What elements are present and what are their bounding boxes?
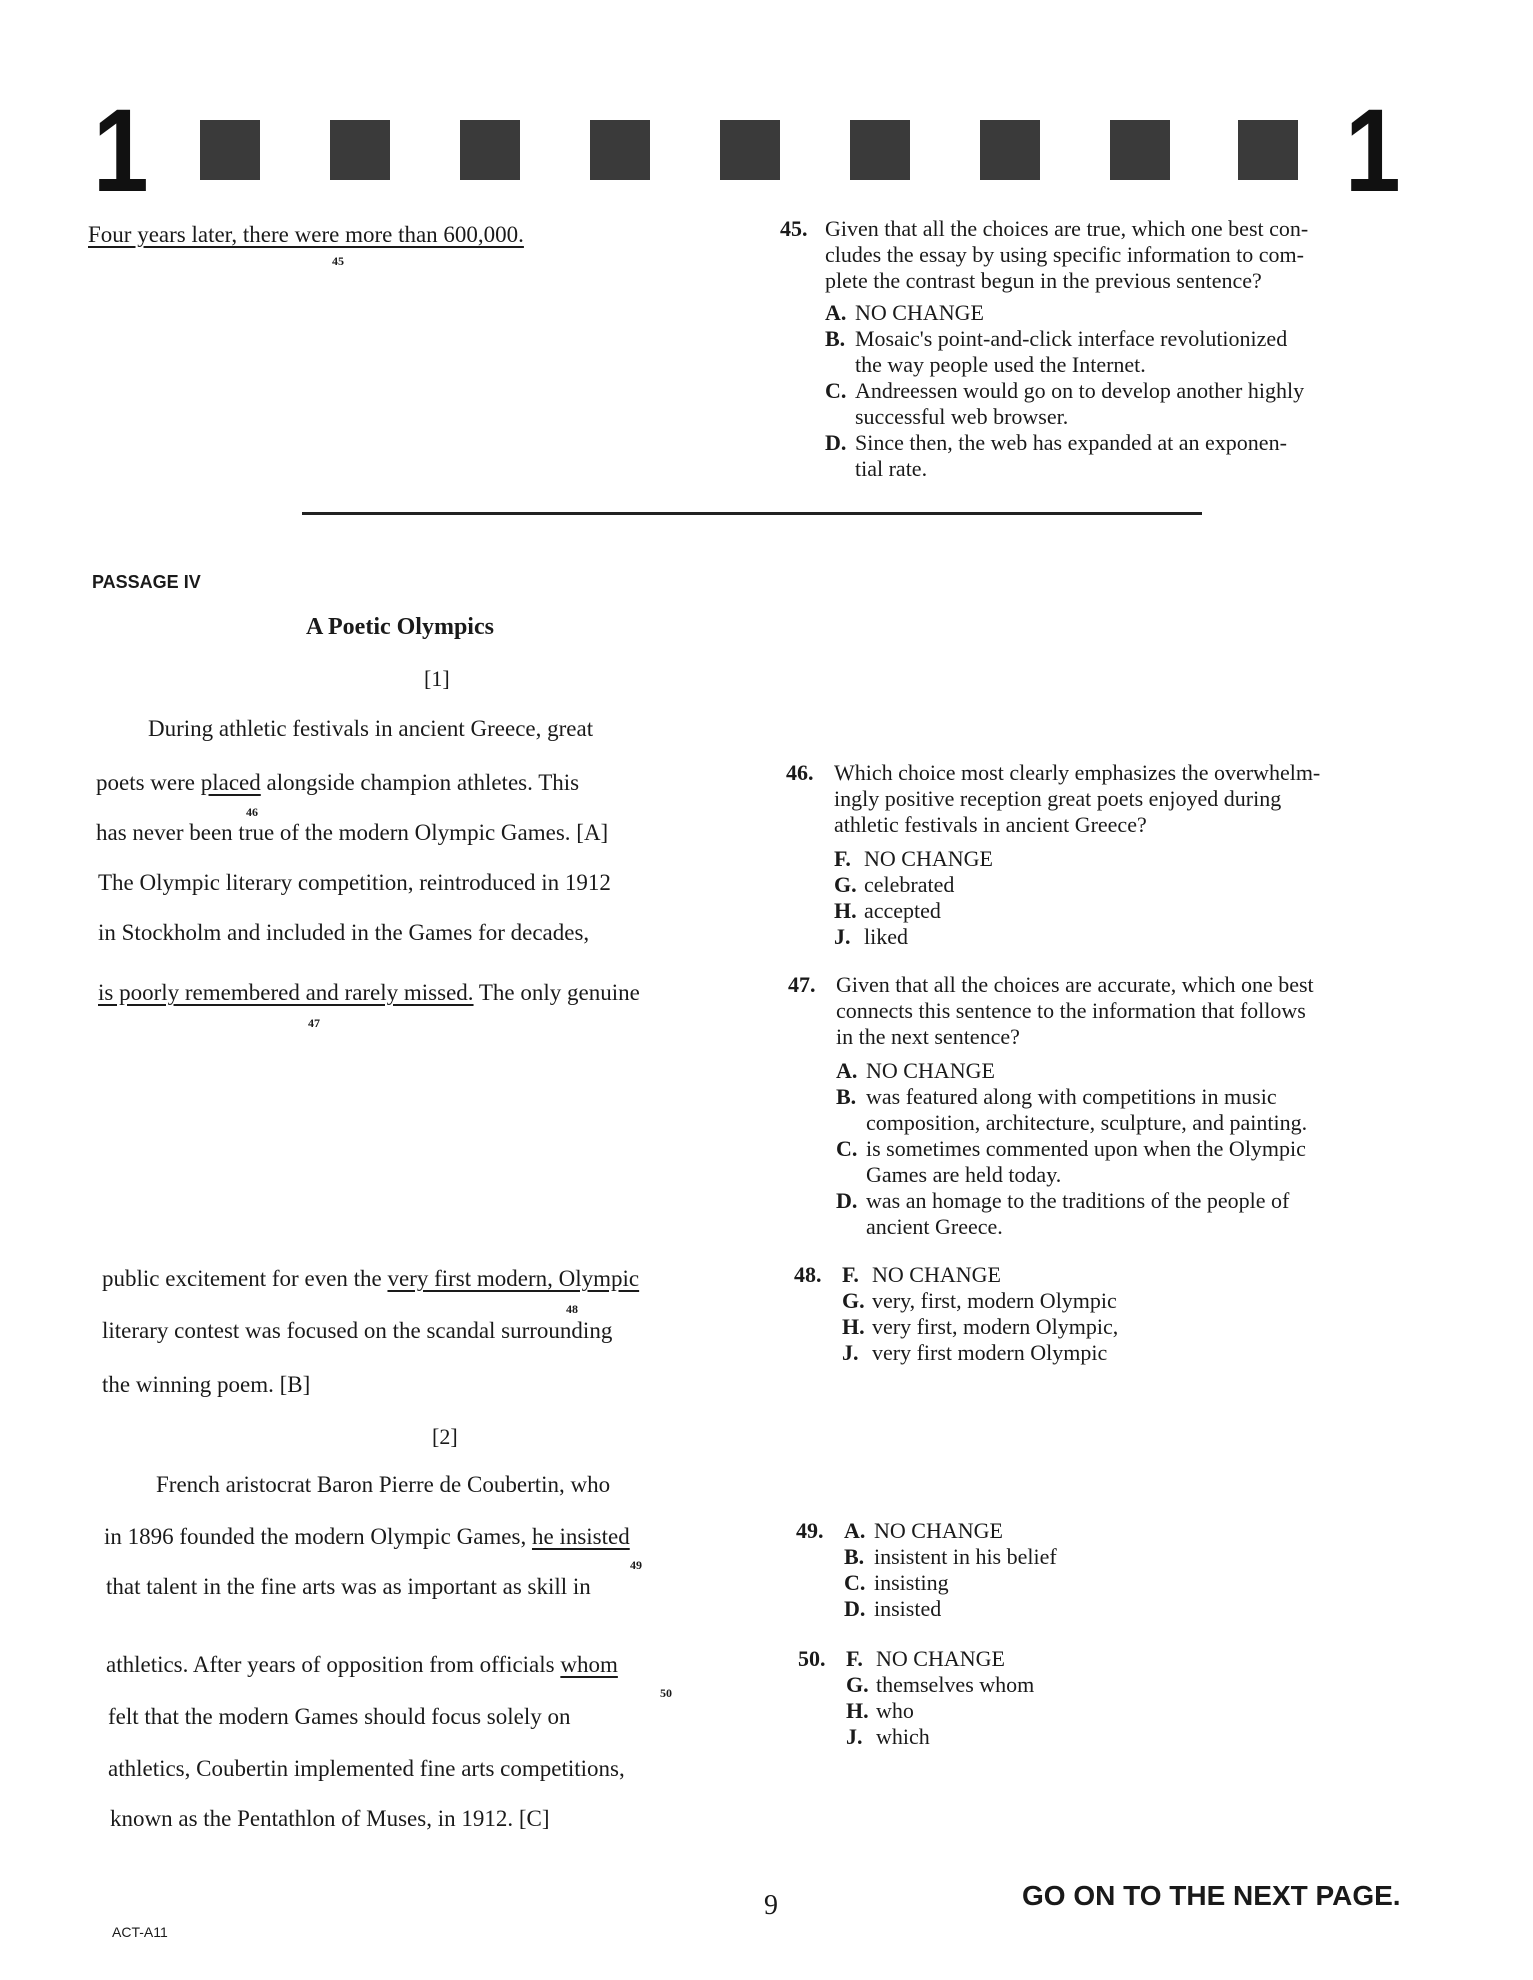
- option-b[interactable]: B. insistent in his belief: [844, 1544, 1057, 1569]
- option-f[interactable]: F. NO CHANGE: [846, 1646, 1005, 1671]
- option-g[interactable]: G. celebrated: [834, 872, 955, 897]
- stem-line: plete the contrast begun in the previous sentence?: [825, 268, 1262, 293]
- question-ref-46: 46: [246, 805, 258, 819]
- option-a[interactable]: A. NO CHANGE: [825, 300, 984, 325]
- passage-line: in Stockholm and included in the Games for decades,: [98, 920, 590, 945]
- paragraph-marker-1: [1]: [424, 666, 450, 691]
- header-block: [720, 120, 780, 180]
- passage-line: athletics, Coubertin implemented fine arts competitions,: [108, 1756, 625, 1781]
- question-ref-48: 48: [566, 1302, 578, 1316]
- passage-line: that talent in the fine arts was as important as skill in: [106, 1574, 591, 1599]
- option-d[interactable]: D. Since then, the web has expanded at an exponen- tial rate.: [825, 430, 1287, 481]
- option-d[interactable]: D. insisted: [844, 1596, 942, 1621]
- header-block: [850, 120, 910, 180]
- header-block: [1110, 120, 1170, 180]
- option-h[interactable]: H. who: [846, 1698, 914, 1723]
- question-number: 45.: [780, 216, 808, 241]
- stem-line: athletic festivals in ancient Greece?: [834, 812, 1147, 837]
- page-number: 9: [764, 1890, 778, 1921]
- passage-line: in 1896 founded the modern Olympic Games, he insisted: [104, 1524, 630, 1549]
- passage-line: has never been true of the modern Olympic Games. [A]: [96, 820, 609, 845]
- passage-label: PASSAGE IV: [92, 572, 201, 592]
- header-block: [980, 120, 1040, 180]
- option-f[interactable]: F. NO CHANGE: [834, 846, 993, 871]
- question-ref-47: 47: [308, 1016, 320, 1030]
- question-number: 46.: [786, 760, 814, 785]
- question-stem: [836, 972, 1314, 1050]
- underlined-portion-49: he insisted: [531, 1524, 630, 1549]
- question-ref-50: 50: [660, 1686, 672, 1700]
- stem-line: Which choice most clearly emphasizes the overwhelm-: [834, 760, 1321, 785]
- option-g[interactable]: G. very, first, modern Olympic: [842, 1288, 1117, 1313]
- underlined-portion-46: placed: [200, 770, 261, 795]
- option-h[interactable]: H. very first, modern Olympic,: [842, 1314, 1119, 1339]
- question-number: 49.: [796, 1518, 824, 1543]
- question-stem: [825, 216, 1308, 294]
- passage-line: During athletic festivals in ancient Greece, great: [148, 716, 594, 741]
- header-block: [460, 120, 520, 180]
- section-number-right: 1: [1344, 85, 1401, 217]
- next-page-notice: GO ON TO THE NEXT PAGE.: [1022, 1880, 1401, 1911]
- passage-line: known as the Pentathlon of Muses, in 1912. [C]: [110, 1806, 550, 1831]
- option-c[interactable]: C. insisting: [844, 1570, 949, 1595]
- question-number: 48.: [794, 1262, 822, 1287]
- passage-line: literary contest was focused on the scandal surrounding: [102, 1318, 613, 1343]
- question-stem: [834, 760, 1320, 838]
- passage-line: public excitement for even the very first modern, Olympic: [102, 1266, 640, 1291]
- option-j[interactable]: J. very first modern Olympic: [842, 1340, 1108, 1365]
- passage-sentence-45: [88, 222, 524, 248]
- section-number-left: 1: [92, 85, 149, 217]
- header-block: [330, 120, 390, 180]
- paragraph-marker-2: [2]: [432, 1424, 458, 1449]
- underlined-portion: Four years later, there were more than 600,000.: [88, 222, 524, 247]
- stem-line: connects this sentence to the information that follows: [836, 998, 1306, 1023]
- stem-line: in the next sentence?: [836, 1024, 1020, 1049]
- option-h[interactable]: H. accepted: [834, 898, 941, 923]
- option-a[interactable]: A. NO CHANGE: [844, 1518, 1003, 1543]
- question-number: 47.: [788, 972, 816, 997]
- stem-line: ingly positive reception great poets enjoyed during: [834, 786, 1282, 811]
- option-j[interactable]: J. liked: [834, 924, 908, 949]
- passage-line: poets were placed alongside champion athletes. This: [96, 770, 580, 795]
- header-block: [590, 120, 650, 180]
- passage-divider: [302, 512, 1202, 515]
- option-b[interactable]: B. Mosaic's point-and-click interface revolutionized the way people used the Internet.: [825, 326, 1288, 377]
- option-a[interactable]: A. NO CHANGE: [836, 1058, 995, 1083]
- option-c[interactable]: C. is sometimes commented upon when the Olympic Games are held today.: [836, 1136, 1306, 1187]
- passage-line: French aristocrat Baron Pierre de Coubertin, who: [156, 1472, 611, 1497]
- option-c[interactable]: C. Andreessen would go on to develop another highly successful web browser.: [825, 378, 1305, 429]
- passage-line: The Olympic literary competition, reintroduced in 1912: [98, 870, 611, 895]
- stem-line: Given that all the choices are true, which one best con-: [825, 216, 1309, 241]
- question-ref-45: 45: [332, 254, 344, 268]
- underlined-portion-47: is poorly remembered and rarely missed.: [98, 980, 474, 1005]
- underlined-portion-48: very first modern, Olympic: [387, 1266, 640, 1291]
- option-d[interactable]: D. was an homage to the traditions of the people of ancient Greece.: [836, 1188, 1290, 1239]
- question-number: 50.: [798, 1646, 826, 1671]
- passage-line: athletics. After years of opposition from officials whom: [106, 1652, 618, 1677]
- underlined-portion-50: whom: [560, 1652, 618, 1677]
- passage-line: felt that the modern Games should focus solely on: [108, 1704, 571, 1729]
- option-f[interactable]: F. NO CHANGE: [842, 1262, 1001, 1287]
- question-ref-49: 49: [630, 1558, 642, 1572]
- passage-line: is poorly remembered and rarely missed. The only genuine: [98, 980, 640, 1005]
- header-block: [200, 120, 260, 180]
- header-block: [1238, 120, 1298, 180]
- option-j[interactable]: J. which: [846, 1724, 930, 1749]
- stem-line: cludes the essay by using specific information to com-: [825, 242, 1304, 267]
- passage-title: A Poetic Olympics: [306, 614, 494, 640]
- option-b[interactable]: B. was featured along with competitions in music composition, architecture, sculpture, and painting.: [836, 1084, 1308, 1135]
- stem-line: Given that all the choices are accurate, which one best: [836, 972, 1314, 997]
- option-g[interactable]: G. themselves whom: [846, 1672, 1035, 1697]
- test-id: ACT-A11: [112, 1924, 168, 1940]
- passage-line: the winning poem. [B]: [102, 1372, 311, 1397]
